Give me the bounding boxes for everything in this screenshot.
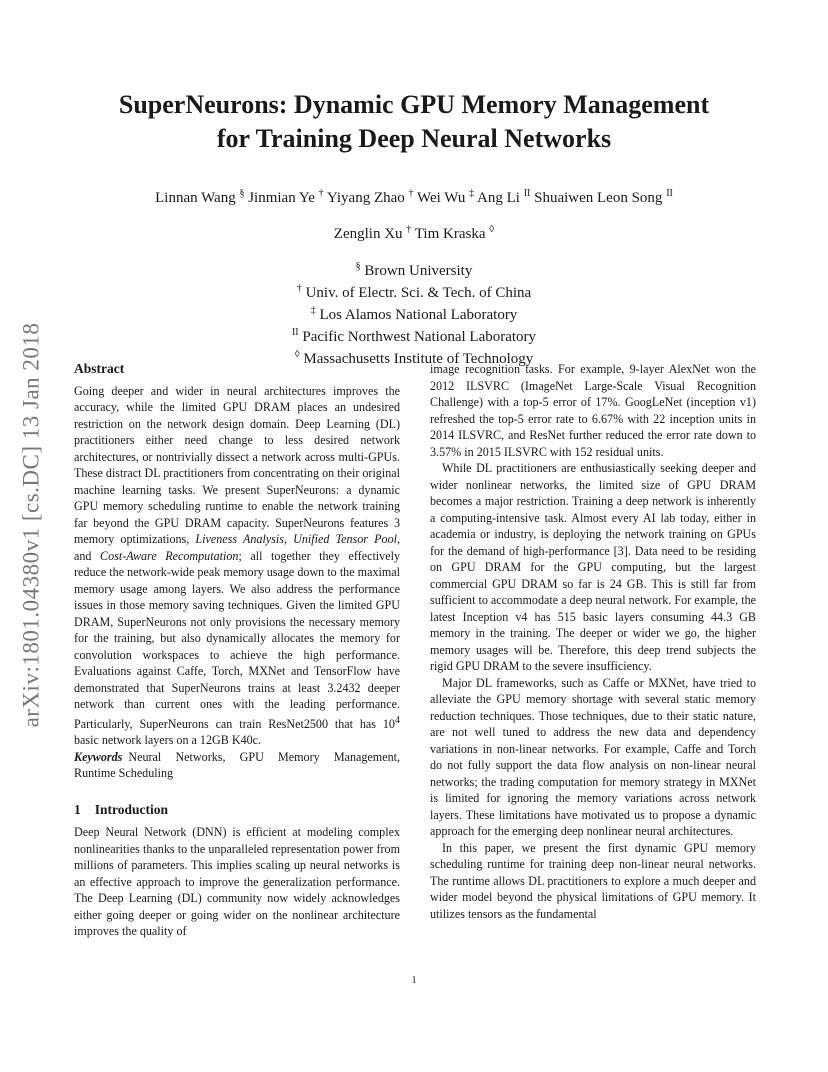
author: Tim Kraska ◊ (414, 224, 495, 242)
author: Zenglin Xu † (333, 224, 412, 242)
affiliation: $^{II}$ Pacific Northwest National Laboratory (291, 327, 537, 345)
intro-paragraph-1-continued: image recognition tasks. For example, 9-layer AlexNet won the 2012 ILSVRC (ImageNet Large-Scale Visual Recognition Challenge) with a top-5 error of 17%. GoogLeNet (inception v1) refreshed the top-5 error rate to 6.67% with 22 inception units in 2014 ILSVRC, and ResNet further reduced the error rate down to 3.57% in 2015 ILSVRC with 152 residual units. (430, 362, 756, 459)
author: Linnan Wang § (155, 188, 245, 206)
author: Ang Li $^{II}$ (477, 188, 531, 206)
author: Yiyang Zhao † (326, 188, 414, 206)
affiliation-list (0, 258, 828, 368)
affiliation: § Brown University (355, 261, 473, 279)
intro-paragraph-3: Major DL frameworks, such as Caffe or MXNet, have tried to alleviate the GPU memory shortage with several static memory reduction techniques. Those techniques, due to their static nature, are not well tuned to address the new data and dependency variations in non-linear networks. For example, Caffe and Torch do not fully support the data flow analysis on non-linear neural networks; the trading computation for memory strategy in MXNet is limited for ignoring the memory variations across network layers. These limitations have motivated us to propose a dynamic approach for the emerging deep nonlinear neural architectures. (430, 675, 756, 838)
author-list-line-2 (60, 224, 768, 243)
arxiv-identifier-text: arXiv:1801.04380v1 [cs.DC] 13 Jan 2018 (18, 322, 44, 728)
keywords (74, 749, 400, 782)
intro-paragraph-1: Deep Neural Network (DNN) is efficient at modeling complex nonlinearities thanks to the unparalleled representation power from millions of parameters. This implies scaling up neural networks is an effective approach to improve the generalization performance. The Deep Learning (DL) community now widely acknowledges either going deeper or going wider on the nonlinear architecture improves the quality of (74, 825, 400, 939)
affiliation: † Univ. of Electr. Sci. & Tech. of China (296, 283, 532, 301)
abstract-heading: Abstract (74, 361, 125, 376)
section-heading-introduction: 1 Introduction (74, 801, 169, 817)
title-line-2: for Training Deep Neural Networks (216, 124, 612, 153)
page-number: 1 (411, 975, 417, 986)
author-list-line-1 (60, 188, 768, 207)
keywords-text: Neural Networks, GPU Memory Management, Runtime Scheduling (74, 749, 400, 781)
author: Jinmian Ye † (248, 188, 324, 206)
title-line-1: SuperNeurons: Dynamic GPU Memory Management (118, 90, 710, 119)
abstract-text: Going deeper and wider in neural architectures improves the accuracy, while the limited GPU DRAM places an undesired restriction on the network design domain. Deep Learning (DL) practitioners either need change to less desired network architectures, or nontrivially dissect a network across multi-GPUs. These distract DL practitioners from concentrating on their original machine learning tasks. We present SuperNeurons: a dynamic GPU memory scheduling runtime to enable the network training far beyond the GPU DRAM capacity. SuperNeurons features 3 memory optimizations, Liveness Analysis, Unified Tensor Pool, and Cost-Aware Recomputation; all together they effectively reduce the network-wide peak memory usage down to the maximal memory usage among layers. We also address the performance issues in those memory saving techniques. Given the limited GPU DRAM, SuperNeurons not only provisions the necessary memory for the training, but also dynamically allocates the memory for convolution workspaces to achieve the high performance. Evaluations against Caffe, Torch, MXNet and TensorFlow have demonstrated that SuperNeurons trains at least 3.2432 deeper network than current ones with the leading performance. Particularly, SuperNeurons can train ResNet2500 that has $10^4$ basic network layers on a 12GB K40c. (74, 383, 401, 748)
intro-paragraph-2: While DL practitioners are enthusiastically seeking deeper and wider nonlinear networks, the limited size of GPU DRAM becomes a major restriction. Training a deep network is inherently a computing-intensive task. Almost every AI lab today, either in academia or industry, is deploying the network training on GPUs for the demand of high-performance [3]. Data need to be residing on GPU DRAM for the GPU computing, but the largest commercial GPU DRAM so far is 24 GB. This is still far from sufficient to accommodate a deep neural network. For example, the latest Inception v4 has 515 basic layers consuming 44.3 GB memory in the training. The deeper or wider we go, the higher memory usages will be. Therefore, this deep trend subjects the rigid GPU DRAM to the severe insufficiency. (430, 461, 756, 673)
keywords-label: Keywords (74, 749, 123, 764)
right-column (430, 361, 756, 922)
intro-paragraph-4: In this paper, we present the first dynamic GPU memory scheduling runtime for training deep non-linear neural networks. The runtime allows DL practitioners to explore a much deeper and wider model beyond the physical limitations of GPU memory. It utilizes tensors as the fundamental (430, 840, 756, 921)
affiliation: ‡ Los Alamos National Laboratory (310, 305, 518, 323)
author: Wei Wu ‡ (417, 188, 475, 206)
affiliation: ◊ Massachusetts Institute of Technology (294, 349, 534, 367)
author: Shuaiwen Leon Song $^{II}$ (534, 188, 673, 206)
left-column (74, 361, 400, 940)
paper-title (0, 88, 828, 156)
